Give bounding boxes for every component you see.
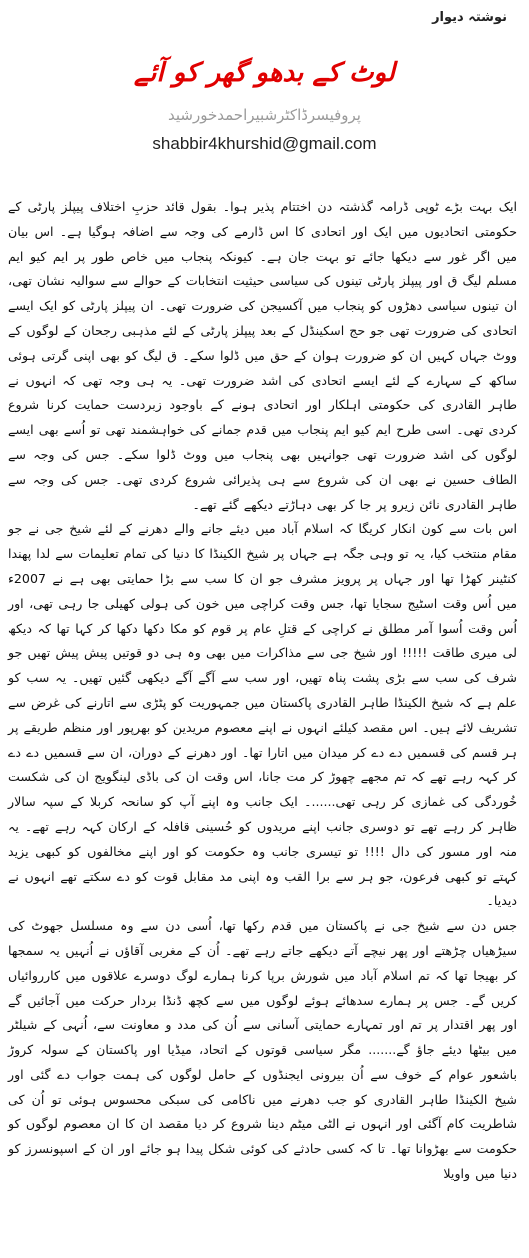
column-label: نوشتہ دیوار (432, 10, 507, 25)
paragraph-2: اس بات سے کون انکار کریگا کہ اسلام آباد میں دیئے جانے والے دھرنے کے لئے شیخ جی نے جو مقام منتخب کیا، یہ تو وہی جگہ ہے جہاں پر شیخ الکینڈا کا دنیا کی تمام تعلیمات سے لدا پھندا کنٹینر کھڑا تھا اور جہاں پر پرویز مشرف جو ان کا سب سے بڑا حمایتی بھی ہے نے 2007ء میں اُس وقت اسٹیج سجایا تھا، جس وقت کراچی میں خون کی ہولی کھیلی جا رہی تھی، اور اُس وقت اُسوا آمر مطلق نے کراچی کے قتلِ عام پر قوم کو مکا دکھا دکھا کر کہا تھا کہ دیکھ لی میری طاقت !!!!! اور شیخ جی سے مذاکرات میں بھی وہ ہی دو قوتیں پیش پیش تھیں جو شرف کی سب سے بڑی پشت پناہ تھیں، اور سب سے آگے آگے دیکھی گئیں تھیں۔ یہ سب کو علم ہے کہ شیخ الکینڈا طاہر القادری پاکستان میں جمہوریت کو پٹڑی سے اتارنے کی غرض سے تشریف لائے ہیں۔ اس مقصد کیلئے انہوں نے اپنے معصوم مریدین کو بھرپور اور منظم طریقے پر ہر قسم کی قسمیں دے دے کر میدان میں اتارا تھا۔ اور دھرنے کے دوران، ان سے قسمیں دے دے کر کہہ رہے تھے کہ تم مجھے چھوڑ کر مت جانا، اس وقت ان کی باڈی لینگویج ان کی شکست خُوردگی کی غمازی کر رہی تھی......۔ ایک جانب وہ اپنے آپ کو سانحہ کربلا کے سپہ سالار ظاہر کر رہے تھے تو دوسری جانب اپنے مریدوں کو حُسینی قافلہ کے ارکان کہہ رہے تھے۔ یہ منہ اور مسور کی دال !!!! تو تیسری جانب وہ حکومت کو اور اپنے مخالفوں کو کبھی یزید کہتے تو کبھی فرعون، جو ہر سے برا القب وہ اپنی مد مقابل قوت کو دے سکتے تھے انہوں نے دیدیا۔ (8, 521, 517, 909)
author-email[interactable]: shabbir4khurshid@gmail.com (152, 134, 377, 153)
article-body (8, 195, 517, 1187)
article-headline: لوٹ کے بدھو گھر کو آئے (134, 58, 395, 88)
author-name: پروفیسرڈاکٹرشبیراحمدخورشید (168, 106, 361, 124)
paragraph-3: جس دن سے شیخ جی نے پاکستان میں قدم رکھا تھا، اُسی دن سے وہ مسلسل جھوٹ کی سیڑھیاں چڑھتے اور پھر نیچے آتے دیکھے جاتے رہے تھے۔ اُن کے مغربی آقاؤں نے اُنہیں یہ سمجھا کر بھیجا تھا کہ تم اسلام آباد میں شورش برپا کرنا ہمارے لوگ دوسرے علاقوں میں کارروائیاں کریں گے۔ جس پر ہمارے سدھائے ہوئے لوگوں میں سے کچھ ڈنڈا بردار حرکت میں آجائیں گے اور پھر اقتدار پر تم اور تمہارے حمایتی آسانی سے اُن کی مدد و معاونت سے، اُنہی کے شیلٹر میں بیٹھا دیئے جاؤ گے....... مگر سیاسی قوتوں کے اتحاد، میڈیا اور پاکستان کے سولہ کروڑ باشعور عوام کے خوف سے اُن بیرونی ایجنڈوں کے حامل لوگوں کی ہمت جواب دے گئی اور شیخ الکینڈا طاہر القادری کو جب دھرنے میں ناکامی کی سبکی محسوس ہوئی تو اُن کی شاطریت کام آگئی اور انہوں نے الٹی میٹم دینا شروع کر دیا مقصد ان کا ان معصوم لوگوں کو حکومت سے بھڑوانا تھا۔ تا کہ کسی حادثے کی کوئی شکل پیدا ہو جائے اور ان کے اسپونسرز کو دنیا میں واویلا (8, 918, 517, 1182)
paragraph-1: ایک بہت بڑے ٹوپی ڈرامہ گذشتہ دن اختتام پذیر ہوا۔ بقول قائد حزبِ اختلاف پیپلز پارٹی کے حکومتی اتحادیوں میں ایک اور اتحادی کا اس ڈارمے کی وجہ سے اضافہ ہوگیا ہے۔ اس بیان میں اگر غور سے دیکھا جائے تو بہت جان ہے۔ کیونکہ پنجاب میں خاص طور پر ایم کیو ایم مسلم لیگ ق اور پیپلز پارٹی تینوں کی سیاسی حیثیت انتخابات کے حوالے سے سوالیہ نشان تھی، ان تینوں سیاسی دھڑوں کو پنجاب میں آکسیجن کی ضرورت تھی۔ ان پیپلز پارٹی کو ایک ایسے اتحادی کی ضرورت تھی جو حج اسکینڈل کے بعد پیپلز پارٹی کے لئے مذہبی رجحان کے لوگوں کے ووٹ جہاں کہیں ان کو ضرورت ہوان کے حق میں ڈلوا سکے۔ ق لیگ کو بھی اپنی گرتی ہوئی ساکھ کے سہارے کے لئے ایسے اتحادی کی اشد ضرورت تھی۔ یہ ہی وجہ تھی کہ انہوں نے طاہر القادری کی حکومتی اہلکار اور اتحادی ہونے کے باوجود زبردست حمایت کرنا شروع کردی تھی۔ اسی طرح ایم کیو ایم پنجاب میں قدم جمانے کی خواہشمند تھی تو اُسے بھی ایسے لوگوں کی اشد ضرورت تھی جوانہیں بھی پنجاب میں ووٹ ڈلوا سکے۔ جس کی وجہ سے الطاف حسین نے بھی ان کی شروع سے ہی پذیرائی شروع کردی تھی۔ جس کی وجہ سے طاہر القادری نائن زیرو پر جا کر بھی دہاڑتے دیکھے گئے تھے۔ (8, 199, 517, 512)
